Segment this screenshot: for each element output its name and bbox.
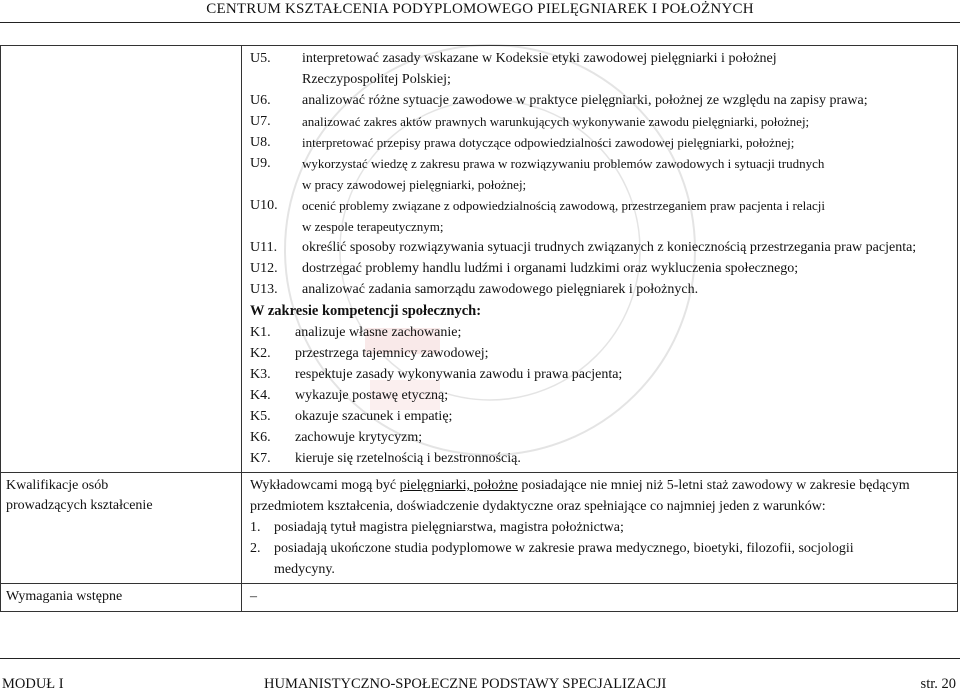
competences-heading: W zakresie kompetencji społecznych: <box>250 303 482 319</box>
competence-text: zachowuje krytycyzm; <box>295 430 423 445</box>
skill-item <box>250 279 949 300</box>
competence-item <box>250 406 949 427</box>
qualifications-label <box>1 473 242 584</box>
competence-item <box>250 364 949 385</box>
qualifications-intro-line2: przedmiotem kształcenia, doświadczenie dydaktyczne oraz spełniające co najmniej jeden z warunków: <box>250 499 826 514</box>
skill-item <box>250 90 949 111</box>
competence-code: K7. <box>250 451 271 466</box>
skill-item <box>250 48 949 90</box>
condition-item <box>250 538 949 580</box>
skill-text <box>302 279 949 300</box>
competence-text: respektuje zasady wykonywania zawodu i prawa pacjenta; <box>295 367 623 382</box>
skill-text-line: interpretować zasady wskazane w Kodeksie etyki zawodowej pielęgniarki i położnej <box>302 51 777 66</box>
competence-code: K1. <box>250 325 271 340</box>
qualifications-label-line1: Kwalifikacje osób <box>6 478 109 493</box>
competence-text: analizuje własne zachowanie; <box>295 325 462 340</box>
module-table <box>0 45 958 612</box>
competences-list <box>250 322 949 469</box>
skill-text-line: ocenić problemy związane z odpowiedzialnością zawodową, przestrzeganiem praw pacjenta i relacji <box>302 198 825 213</box>
competence-item <box>250 322 949 343</box>
skill-text <box>302 48 949 90</box>
skill-code: U12. <box>250 261 278 276</box>
skill-text-line: dostrzegać problemy handlu ludźmi i organami ludzkimi oraz wykluczenia społecznego; <box>302 261 799 276</box>
competence-code: K5. <box>250 409 271 424</box>
skill-text-line: w pracy zawodowej pielęgniarki, położnej; <box>302 177 527 192</box>
footer-page-number: str. 20 <box>920 676 956 692</box>
competence-code: K3. <box>250 367 271 382</box>
skill-text <box>302 90 949 111</box>
page-footer <box>0 676 958 692</box>
outcomes-label-cell <box>1 46 242 473</box>
competence-item <box>250 448 949 469</box>
condition-number: 1. <box>250 520 261 535</box>
skill-code: U5. <box>250 51 271 66</box>
outcomes-row <box>1 46 958 473</box>
skill-code: U8. <box>250 135 271 150</box>
qualifications-row <box>1 473 958 584</box>
page-header <box>0 0 960 22</box>
intro-before: Wykładowcami mogą być <box>250 478 400 493</box>
qualifications-content <box>242 473 958 584</box>
skill-item <box>250 237 949 258</box>
skill-text-line: wykorzystać wiedzę z zakresu prawa w rozwiązywaniu problemów zawodowych i sytuacji trudnych <box>302 156 825 171</box>
skills-list <box>250 48 949 300</box>
competence-text: kieruje się rzetelnością i bezstronnością. <box>295 451 521 466</box>
competence-item <box>250 427 949 448</box>
outcomes-content-cell <box>242 46 958 473</box>
prerequisites-value <box>242 584 958 612</box>
condition-text-line: medycyny. <box>274 562 335 577</box>
intro-underlined: pielęgniarki, położne <box>399 478 518 493</box>
skill-text <box>302 195 949 237</box>
condition-number: 2. <box>250 541 261 556</box>
header-title: CENTRUM KSZTAŁCENIA PODYPLOMOWEGO PIELĘGNIAREK I POŁOŻNYCH <box>206 1 754 17</box>
skill-code: U13. <box>250 282 278 297</box>
prerequisites-dash: – <box>250 589 257 604</box>
footer-section-title: HUMANISTYCZNO-SPOŁECZNE PODSTAWY SPECJALIZACJI <box>264 676 667 692</box>
qualifications-label-line2: prowadzących kształcenie <box>6 498 153 513</box>
skill-text-line: analizować zakres aktów prawnych warunkujących wykonywanie zawodu pielęgniarki, położnej; <box>302 114 810 129</box>
qualifications-intro <box>250 475 949 496</box>
skill-text-line: analizować zadania samorządu zawodowego pielęgniarek i położnych. <box>302 282 699 297</box>
skill-text-line: interpretować przepisy prawa dotyczące odpowiedzialności zawodowej pielęgniarki, położnej; <box>302 135 795 150</box>
skill-code: U9. <box>250 156 271 171</box>
competence-code: K6. <box>250 430 271 445</box>
competence-text: przestrzega tajemnicy zawodowej; <box>295 346 489 361</box>
prerequisites-row <box>1 584 958 612</box>
footer-module: MODUŁ I <box>2 676 64 692</box>
competence-code: K4. <box>250 388 271 403</box>
skill-text <box>302 111 949 132</box>
competence-text: okazuje szacunek i empatię; <box>295 409 453 424</box>
skill-item <box>250 132 949 153</box>
skill-item <box>250 153 949 195</box>
skill-item <box>250 111 949 132</box>
skill-item <box>250 195 949 237</box>
skill-text-line: określić sposoby rozwiązywania sytuacji trudnych związanych z koniecznością przestrzegania praw pacjenta; <box>302 240 917 255</box>
prerequisites-label: Wymagania wstępne <box>1 584 242 612</box>
intro-after: posiadające nie mniej niż 5-letni staż zawodowy w zakresie będącym <box>517 478 910 493</box>
competence-text: wykazuje postawę etyczną; <box>295 388 449 403</box>
competence-item <box>250 385 949 406</box>
skill-text-line: analizować różne sytuacje zawodowe w praktyce pielęgniarki, położnej ze względu na zapisy prawa; <box>302 93 868 108</box>
skill-text <box>302 237 949 258</box>
footer-divider <box>0 658 960 659</box>
skill-code: U6. <box>250 93 271 108</box>
condition-text <box>274 538 854 580</box>
skill-text-line: w zespole terapeutycznym; <box>302 219 444 234</box>
skill-code: U10. <box>250 198 278 213</box>
condition-text <box>274 517 624 538</box>
skill-item <box>250 258 949 279</box>
skill-code: U11. <box>250 240 278 255</box>
skill-text <box>302 132 949 153</box>
skill-text <box>302 258 949 279</box>
skill-text <box>302 153 949 195</box>
competence-item <box>250 343 949 364</box>
conditions-list <box>250 517 949 580</box>
competence-code: K2. <box>250 346 271 361</box>
condition-text-line: posiadają tytuł magistra pielęgniarstwa, magistra położnictwa; <box>274 520 624 535</box>
header-divider <box>0 22 960 23</box>
condition-text-line: posiadają ukończone studia podyplomowe w zakresie prawa medycznego, bioetyki, filozofii, socjologii <box>274 541 854 556</box>
condition-item <box>250 517 949 538</box>
skill-text-line: Rzeczypospolitej Polskiej; <box>302 72 451 87</box>
skill-code: U7. <box>250 114 271 129</box>
